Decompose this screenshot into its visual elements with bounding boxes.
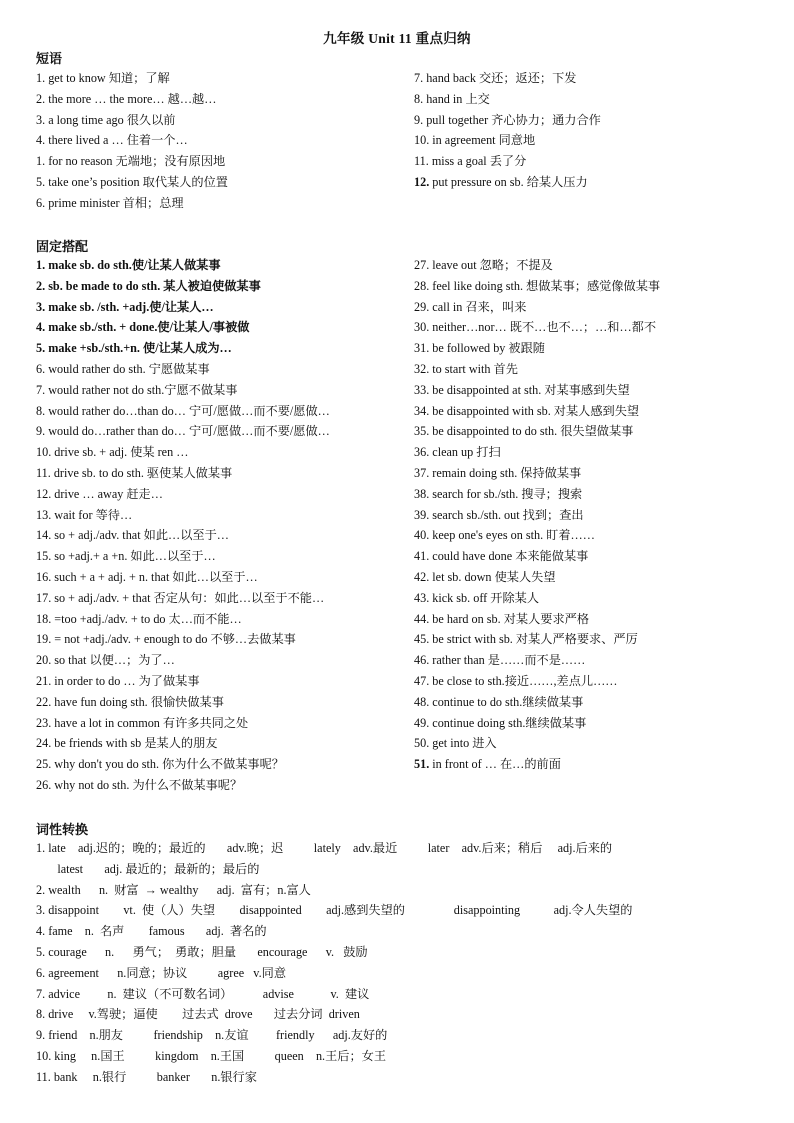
conversion-item: 6. agreement n.同意；协议 agree v.同意 (36, 965, 287, 980)
conversion-item: 4. fame n. 名声 famous adj. 著名的 (36, 924, 267, 939)
conversion-item: 1. late adj.迟的；晚的；最近的 adv.晚；迟 lately adv.最近 later adv.后来；稍后 adj.后来的 (36, 841, 613, 855)
phrase-item: 10. in agreement 同意地 (414, 133, 536, 148)
collocation-item: 12. drive … away 赶走… (36, 486, 163, 501)
collocation-item: 10. drive sb. + adj. 使某 ren … (36, 445, 189, 460)
collocation-item: 4. make sb./sth. + done.使/让某人/事被做 (36, 320, 250, 335)
collocation-item (414, 754, 794, 775)
conversion-item: 2. wealth n. 财富 → wealthy adj. 富有；n.富人 (36, 882, 311, 897)
phrase-item: 2. the more … the more… 越…越… (36, 91, 217, 106)
collocation-item-number: 51. (414, 757, 430, 772)
collocation-item: 38. search for sb./sth. 搜寻；搜索 (414, 486, 583, 501)
phrase-item: 7. hand back 交还；返还；下发 (414, 71, 577, 85)
collocation-item: 22. have fun doing sth. 很愉快做某事 (36, 694, 224, 709)
collocation-item: 6. would rather do sth. 宁愿做某事 (36, 361, 210, 376)
conversion-item: 9. friend n.朋友 friendship n.友谊 friendly adj.友好的 (36, 1028, 388, 1043)
phrase-item: 5. take one’s position 取代某人的位置 (36, 174, 228, 189)
collocation-item: 50. get into 进入 (414, 736, 497, 751)
collocations-left-column (36, 255, 416, 796)
collocation-item: 45. be strict with sb. 对某人严格要求、严厉 (414, 632, 638, 647)
collocation-item: 49. continue doing sth.继续做某事 (414, 715, 587, 730)
phrase-item: 8. hand in 上交 (414, 91, 490, 106)
collocation-item: 18. =too +adj./adv. + to do 太…而不能… (36, 611, 242, 626)
collocation-item: 20. so that 以便…；为了… (36, 653, 175, 668)
collocation-item: 28. feel like doing sth. 想做某事；感觉像做某事 (414, 278, 661, 293)
phrase-item-text: put pressure on sb. 给某人压力 (429, 174, 588, 189)
collocation-item: 30. neither…nor… 既不…也不…；…和…都不 (414, 320, 657, 335)
collocation-item: 31. be followed by 被跟随 (414, 341, 545, 356)
collocation-item: 26. why not do sth. 为什么不做某事呢？ (36, 777, 243, 792)
conversion-item: latest adj. 最近的；最新的；最后的 (36, 861, 260, 876)
phrases-right-column (414, 68, 794, 193)
collocation-item: 43. kick sb. off 开除某人 (414, 590, 540, 605)
collocation-item: 29. call in 召来，叫来 (414, 299, 527, 314)
collocation-item: 11. drive sb. to do sth. 驱使某人做某事 (36, 465, 233, 480)
collocation-item: 19. = not +adj./adv. + enough to do 不够…去做某事 (36, 632, 296, 647)
collocation-item: 8. would rather do…than do… 宁可/愿做…而不要/愿做… (36, 403, 330, 418)
phrase-item: 9. pull together 齐心协力；通力合作 (414, 112, 601, 127)
collocation-item: 32. to start with 首先 (414, 361, 518, 376)
collocation-item: 24. be friends with sb 是某人的朋友 (36, 736, 218, 751)
section-heading-phrases: 短语 (36, 51, 63, 66)
phrase-item: 3. a long time ago 很久以前 (36, 112, 176, 127)
collocation-item: 44. be hard on sb. 对某人要求严格 (414, 611, 590, 626)
conversion-item: 3. disappoint vt. 使（人）失望 disappointed adj.感到失望的 disappointing adj.令人失望的 (36, 903, 633, 918)
collocation-item: 36. clean up 打扫 (414, 445, 501, 460)
collocation-item: 33. be disappointed at sth. 对某事感到失望 (414, 382, 630, 397)
collocation-item: 39. search sb./sth. out 找到；查出 (414, 507, 584, 522)
section-heading-collocations: 固定搭配 (36, 239, 89, 254)
conversion-item: 11. bank n.银行 banker n.银行家 (36, 1069, 257, 1084)
conversion-item: 7. advice n. 建议（不可数名词） advise v. 建议 (36, 986, 370, 1001)
collocation-item: 15. so +adj.+ a +n. 如此…以至于… (36, 549, 216, 564)
section-heading-conversions: 词性转换 (36, 822, 89, 837)
phrase-item: 1. get to know 知道；了解 (36, 71, 170, 85)
collocation-item: 16. such + a + adj. + n. that 如此…以至于… (36, 569, 258, 584)
collocation-item: 34. be disappointed with sb. 对某人感到失望 (414, 403, 640, 418)
collocation-item: 23. have a lot in common 有许多共同之处 (36, 715, 249, 730)
collocation-item: 35. be disappointed to do sth. 很失望做某事 (414, 424, 634, 439)
collocation-item: 25. why don't you do sth. 你为什么不做某事呢？ (36, 757, 284, 772)
collocation-item: 47. be close to sth.接近……,差点儿…… (414, 673, 618, 688)
phrase-item: 6. prime minister 首相；总理 (36, 195, 184, 210)
collocation-item: 1. make sb. do sth.使/让某人做某事 (36, 258, 221, 272)
collocation-item-text: in front of … 在…的前面 (429, 757, 561, 772)
collocation-item: 48. continue to do sth.继续做某事 (414, 694, 584, 709)
phrase-item-number: 12. (414, 174, 430, 189)
collocation-item: 41. could have done 本来能做某事 (414, 549, 589, 564)
conversion-item: 5. courage n. 勇气； 勇敢；胆量 encourage v. 鼓励 (36, 944, 368, 959)
conversion-item: 8. drive v.驾驶；逼使 过去式 drove 过去分词 driven (36, 1007, 360, 1022)
collocation-item: 21. in order to do … 为了做某事 (36, 673, 200, 688)
page-title: 九年级 Unit 11 重点归纳 (323, 31, 471, 46)
collocation-item: 9. would do…rather than do… 宁可/愿做…而不要/愿做… (36, 424, 330, 439)
phrase-item: 1. for no reason 无端地；没有原因地 (36, 154, 226, 169)
phrases-left-column (36, 68, 416, 214)
collocation-item: 27. leave out 忽略；不提及 (414, 258, 553, 272)
phrase-item (414, 172, 794, 193)
phrase-item: 4. there lived a … 住着一个… (36, 133, 188, 148)
collocation-item: 14. so + adj./adv. that 如此…以至于… (36, 528, 229, 543)
collocation-item: 17. so + adj./adv. + that 否定从句：如此…以至于不能… (36, 590, 325, 605)
collocation-item: 5. make +sb./sth.+n. 使/让某人成为… (36, 341, 232, 356)
collocation-item: 3. make sb. /sth. +adj.使/让某人… (36, 299, 214, 314)
collocation-item: 37. remain doing sth. 保持做某事 (414, 465, 582, 480)
phrase-item: 11. miss a goal 丢了分 (414, 154, 527, 169)
conversions-list (36, 838, 776, 1088)
collocation-item: 42. let sb. down 使某人失望 (414, 569, 556, 584)
collocation-item: 46. rather than 是……而不是…… (414, 653, 586, 668)
collocation-item: 2. sb. be made to do sth. 某人被迫使做某事 (36, 278, 261, 293)
collocations-right-column (414, 255, 794, 775)
conversion-item: 10. king n.国王 kingdom n.王国 queen n.王后；女王 (36, 1048, 387, 1063)
collocation-item: 7. would rather not do sth.宁愿不做某事 (36, 382, 238, 397)
collocation-item: 40. keep one's eyes on sth. 盯着…… (414, 528, 595, 543)
collocation-item: 13. wait for 等待… (36, 507, 133, 522)
